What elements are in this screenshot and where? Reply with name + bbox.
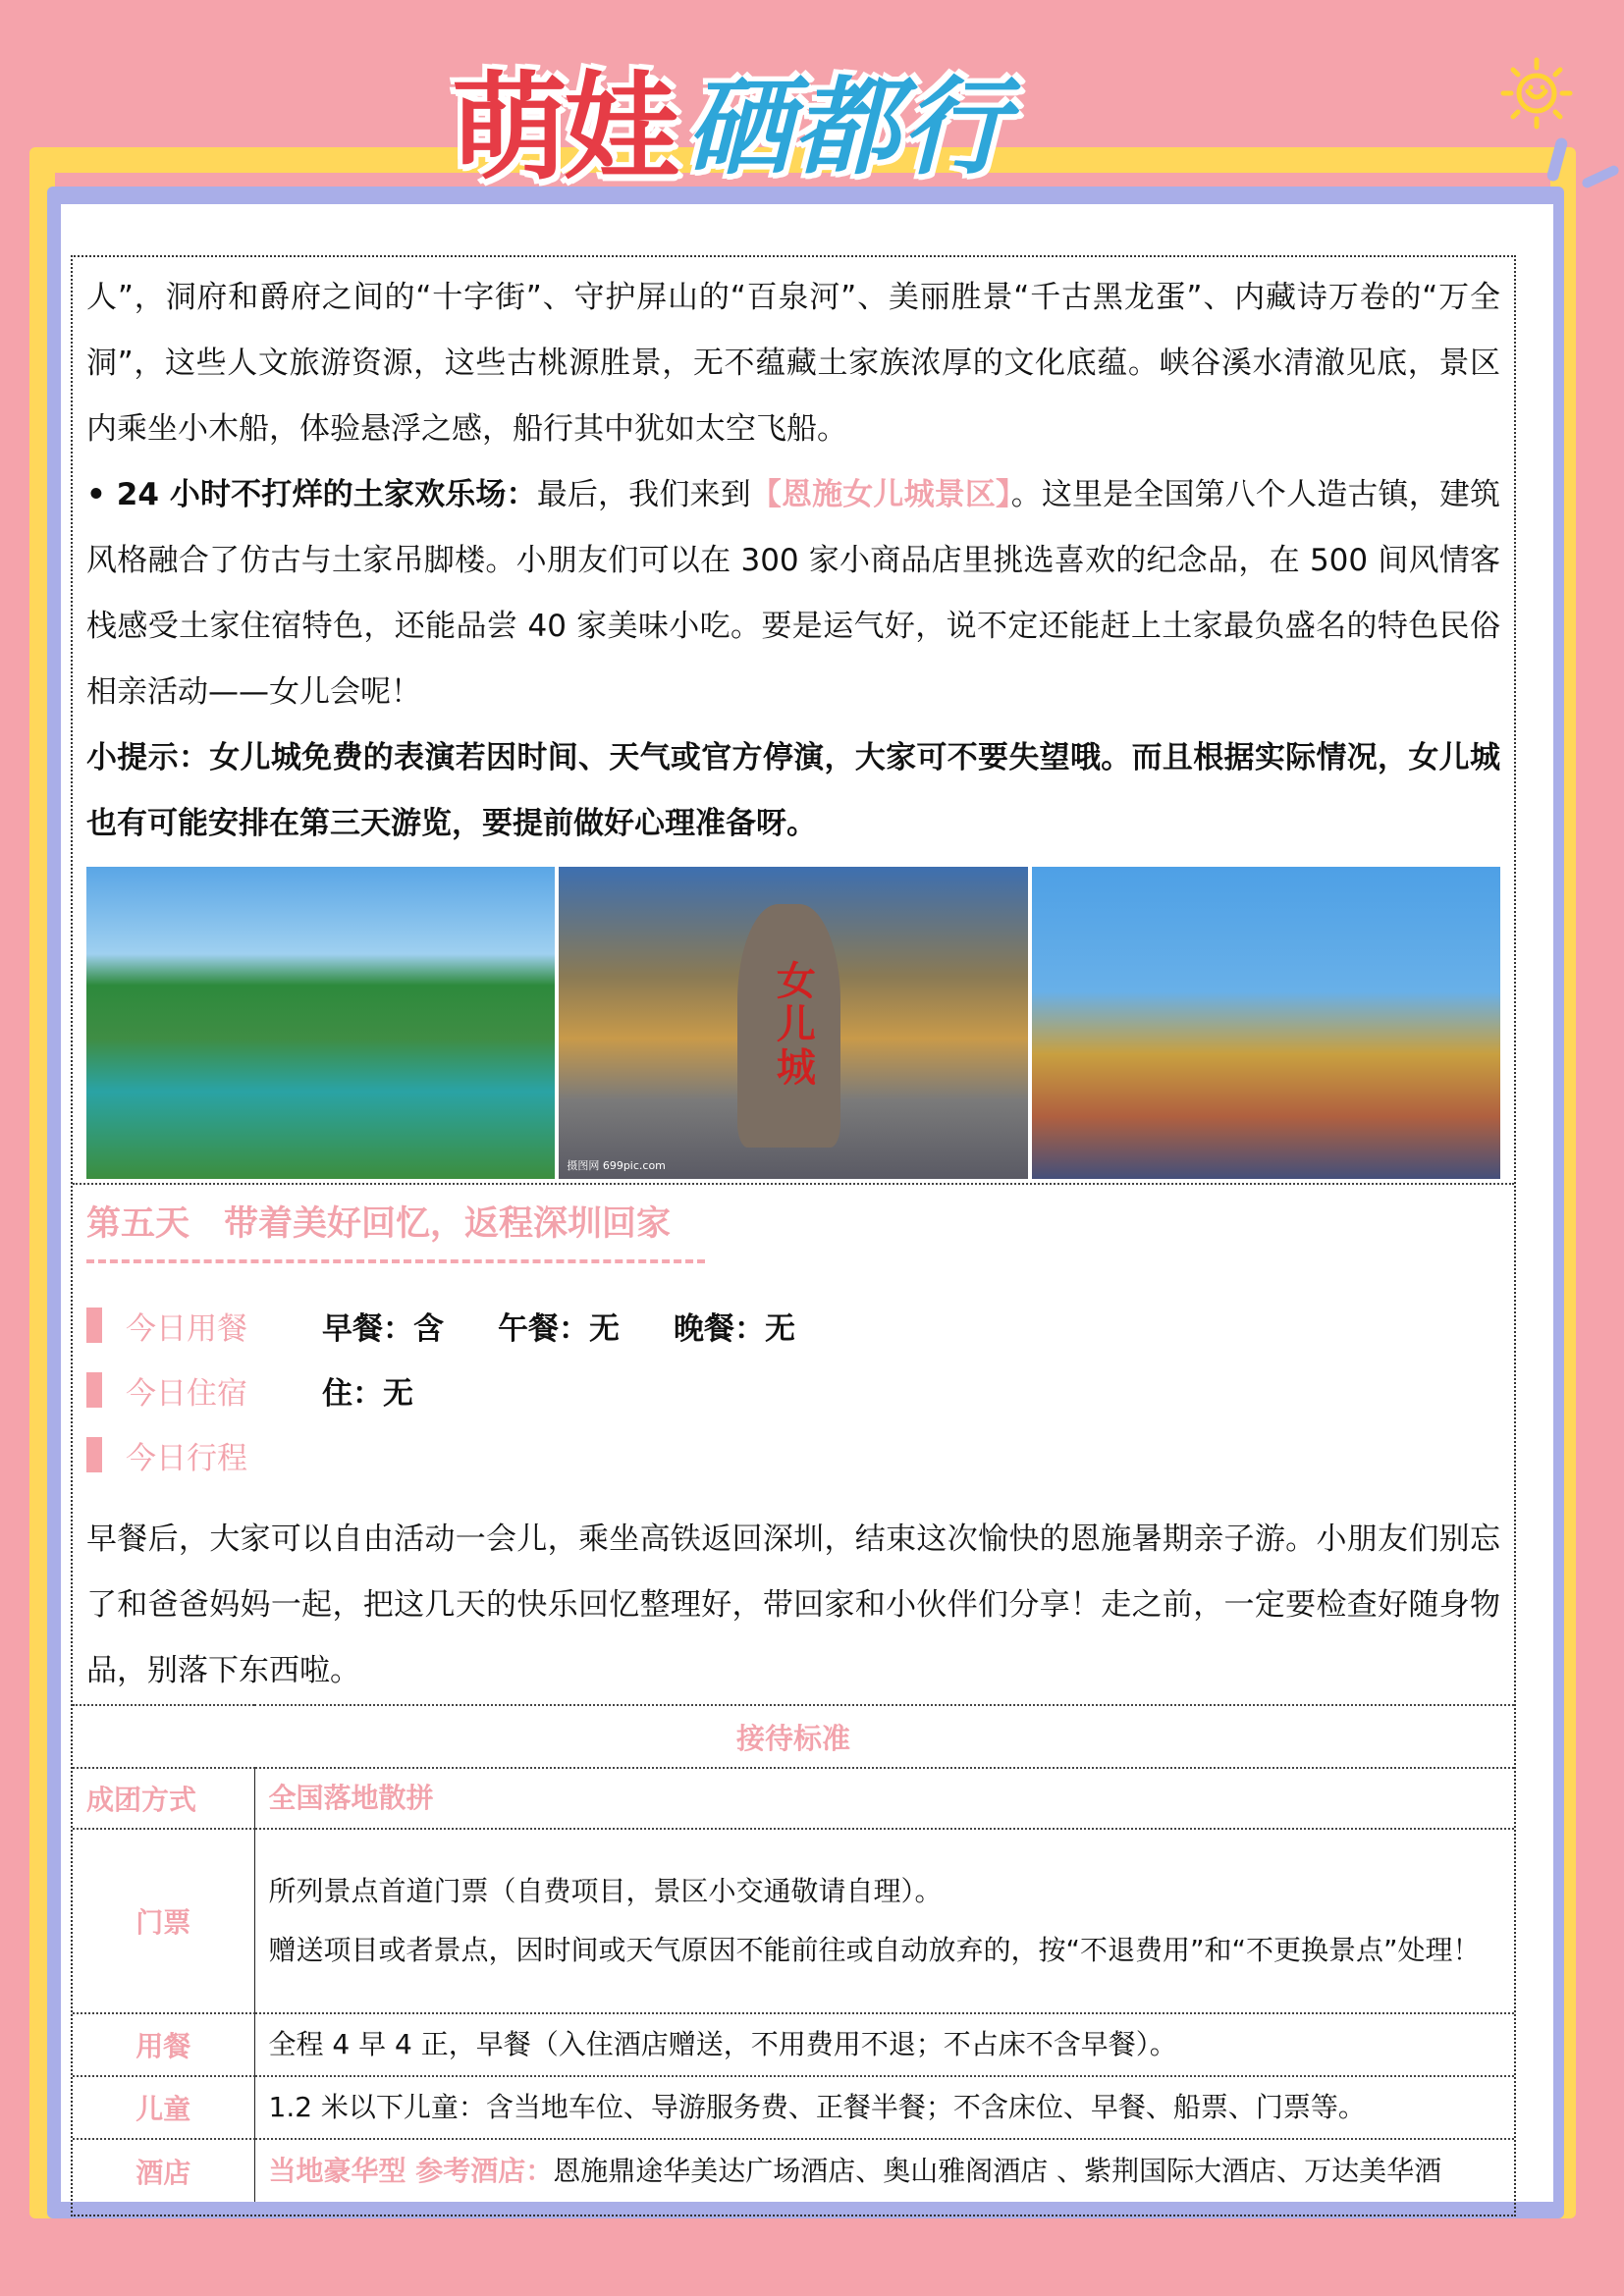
row-key: 成团方式 [73,1768,254,1829]
ticket-line-1: 所列景点首道门票（自费项目，景区小交通敬请自理）。 [268,1875,943,1907]
stone-inscription: 女儿城 [770,960,816,1091]
standards-heading: 接待标准 [73,1705,1514,1768]
scenic-highlight: 【恩施女儿城景区】 [750,477,1011,512]
dinner-value: 晚餐：无 [674,1310,795,1347]
bullet-title: • 24 小时不打烊的土家欢乐场： [86,477,537,512]
bullet-paragraph [73,462,1514,725]
bullet-post: 。这里是全国第八个人造古镇，建筑风格融合了仿古与土家吊脚楼。小朋友们可以在 300 家小商品店里挑选喜欢的纪念品，在 500 间风情客栈感受土家住宿特色，还能品尝 40 家美味小吃。要是运气好，说不定还能赶上土家最负盛名的特色民俗相亲活动——女儿会呢！ [86,477,1501,710]
row-value: 全程 4 早 4 正，早餐（入住酒店赠送，不用费用不退；不占床不含早餐）。 [254,2013,1514,2076]
itinerary-row [73,1422,1514,1487]
table-row [73,2013,1514,2076]
itinerary-label: 今日行程 [126,1440,247,1476]
marker-bar [86,1372,102,1408]
row-value [254,2139,1514,2202]
lodging-label: 今日住宿 [126,1375,247,1412]
breakfast-value: 早餐：含 [322,1310,444,1347]
title-red-text: 萌娃 [452,60,677,195]
lunch-value: 午餐：无 [498,1310,620,1347]
row-key: 门票 [73,1829,254,2013]
hotel-list: 恩施鼎途华美达广场酒店、奥山雅阁酒店 、紫荆国际大酒店、万达美华酒 [553,2154,1442,2187]
meals-label: 今日用餐 [126,1310,247,1347]
table-row [73,1768,1514,1829]
lodging-value: 住：无 [322,1375,413,1412]
intro-paragraph: 人”，洞府和爵府之间的“十字街”、守护屏山的“百泉河”、美丽胜景“千古黑龙蛋”、内藏诗万卷的“万全洞”，这些人文旅游资源，这些古桃源胜景，无不蕴藏土家族浓厚的文化底蕴。峡谷溪水清澈见底，景区内乘坐小木船，体验悬浮之感，船行其中犹如太空飞船。 [86,280,1500,447]
photo-nuer-city-stone [559,867,1027,1179]
marker-bar [86,1437,102,1472]
ticket-line-2: 赠送项目或者景点，因时间或天气原因不能前往或自动放弃的，按“不退费用”和“不更换景点”处理！ [268,1934,1481,1966]
title-blue-text: 硒都行 [685,66,1010,189]
meals-row [73,1293,1514,1358]
photo-watermark: 摄图网 699pic.com [567,1159,666,1172]
marker-bar [86,1308,102,1343]
day5-title: 第五天 带着美好回忆，返程深圳回家 [86,1204,672,1244]
lodging-row [73,1358,1514,1422]
table-row [73,1829,1514,2013]
service-standards-table [73,1704,1514,2202]
photo-strip [73,867,1514,1179]
smiling-sun-icon [1497,54,1576,133]
decorative-stroke [1581,164,1620,189]
page-title [452,20,1009,216]
photo-nuer-city-square [1032,867,1500,1179]
table-row [73,2139,1514,2202]
row-value [254,1829,1514,2013]
itinerary-content [71,255,1516,2216]
row-value: 1.2 米以下儿童：含当地车位、导游服务费、正餐半餐；不含床位、早餐、船票、门票等。 [254,2076,1514,2139]
tip-paragraph: 小提示：女儿城免费的表演若因时间、天气或官方停演，大家可不要失望哦。而且根据实际情况，女儿城也有可能安排在第三天游览，要提前做好心理准备呀。 [86,740,1500,841]
bullet-pre: 最后，我们来到 [536,477,751,512]
hotel-tier: 当地豪华型 参考酒店： [268,2154,554,2187]
row-value: 全国落地散拼 [254,1768,1514,1829]
row-key: 酒店 [73,2139,254,2202]
row-key: 儿童 [73,2076,254,2139]
dashed-divider [86,1259,705,1263]
row-key: 用餐 [73,2013,254,2076]
day5-itinerary-text: 早餐后，大家可以自由活动一会儿，乘坐高铁返回深圳，结束这次愉快的恩施暑期亲子游。小朋友们别忘了和爸爸妈妈一起，把这几天的快乐回忆整理好，带回家和小伙伴们分享！走之前，一定要检查好随身物品，别落下东西啦。 [86,1522,1500,1688]
photo-canyon [86,867,555,1179]
table-row [73,2076,1514,2139]
